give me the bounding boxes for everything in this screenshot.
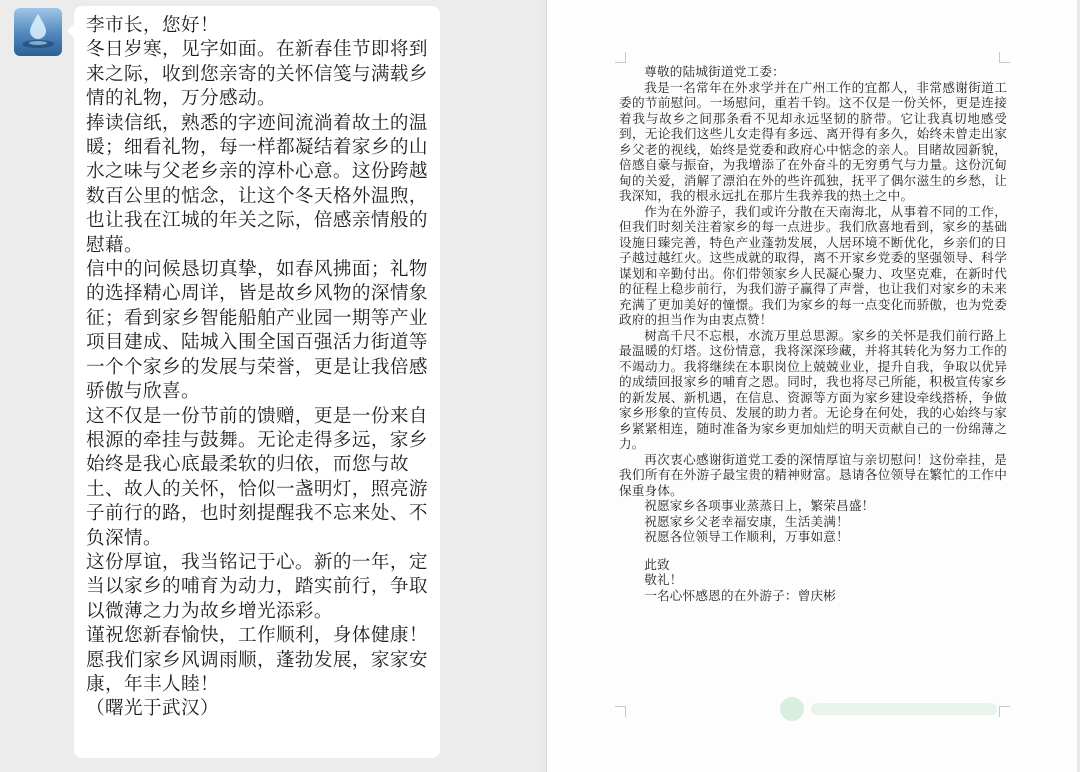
letter-wish: 祝愿各位领导工作顺利，万事如意！ <box>644 529 849 544</box>
letter-closing: 敬礼！ <box>644 572 683 587</box>
letter-signature: 一名心怀感恩的在外游子：曾庆彬 <box>644 587 837 603</box>
page-corner-mark <box>615 706 626 717</box>
message-paragraph: 这份厚谊，我当铭记于心。新的一年，定当以家乡的哺育为动力，踏实前行，争取以微薄之力为故乡增光添彩。 <box>86 551 428 622</box>
message-paragraph: 谨祝您新春愉快，工作顺利，身体健康！愿我们家乡风调雨顺，蓬勃发展，家家安康，年丰人睦！ <box>86 625 428 695</box>
letter-image[interactable] <box>546 0 1077 772</box>
avatar[interactable] <box>14 8 62 56</box>
message-greeting: 李市长，您好！ <box>86 15 219 36</box>
watermark-logo <box>777 694 1007 724</box>
letter-salutation: 尊敬的陆城街道党工委： <box>644 64 785 79</box>
message-paragraph: 冬日岁寒，见字如面。在新春佳节即将到来之际，收到您亲寄的关怀信笺与满载乡情的礼物，万分感动。 <box>86 39 428 110</box>
letter-wish: 祝愿家乡各项事业蒸蒸日上，繁荣昌盛！ <box>644 498 875 513</box>
message-paragraph: 信中的问候恳切真挚，如春风拂面；礼物的选择精心周详，皆是故乡风物的深情象征；看到家乡智能船舶产业园一期等产业项目建成、陆城入围全国百强活力街道等一个个家乡的发展与荣誉，更是让我倍感骄傲与欣喜。 <box>86 259 428 403</box>
letter-paragraph: 树高千尺不忘根，水流万里总思源。家乡的关怀是我们前行路上最温暖的灯塔。这份情意，我将深深珍藏，并将其转化为努力工作的不竭动力。我将继续在本职岗位上兢兢业业，提升自我，争取以优异的成绩回报家乡的哺育之恩。同时，我也将尽己所能，积极宣传家乡的新发展、新机遇，在信息、资源等方面为家乡建设牵线搭桥，争做家乡形象的宣传员、发展的助力者。无论身在何处，我的心始终与家乡紧紧相连，随时准备为家乡更加灿烂的明天贡献自己的一份绵薄之力。 <box>619 327 1007 451</box>
spacer <box>619 545 1007 557</box>
letter-closing: 此致 <box>644 556 670 572</box>
page-corner-mark <box>999 52 1010 63</box>
message-paragraph: 捧读信纸，熟悉的字迹间流淌着故土的温暖；细看礼物，每一样都凝结着家乡的山水之味与父老乡亲的淳朴心意。这份跨越数百公里的惦念，让这个冬天格外温煦，也让我在江城的年关之际，倍感亲情般的慰藉。 <box>86 112 428 256</box>
message-signature: （曙光于武汉） <box>86 698 219 720</box>
letter-paragraph: 再次衷心感谢街道党工委的深情厚谊与亲切慰问！这份牵挂，是我们所有在外游子最宝贵的精神财富。恳请各位领导在繁忙的工作中保重身体。 <box>619 451 1007 498</box>
letter-body <box>619 64 1007 603</box>
message-bubble[interactable] <box>74 6 440 758</box>
letter-paragraph: 作为在外游子，我们或许分散在天南海北，从事着不同的工作，但我们时刻关注着家乡的每一点进步。我们欣喜地看到，家乡的基础设施日臻完善，特色产业蓬勃发展，人居环境不断优化，乡亲们的日子越过越红火。这些成就的取得，离不开家乡党委的坚强领导、科学谋划和辛勤付出。你们带领家乡人民凝心聚力、攻坚克难，在新时代的征程上稳步前行，为我们游子赢得了声誉，也让我们对家乡的未来充满了更加美好的憧憬。我们为家乡的每一点变化而骄傲，也为党委政府的担当作为由衷点赞！ <box>619 203 1007 327</box>
message-paragraph: 这不仅是一份节前的馈赠，更是一份来自根源的牵挂与鼓舞。无论走得多远，家乡始终是我心底最柔软的归依，而您与故土、故人的关怀，恰似一盏明灯，照亮游子前行的路，也时刻提醒我不忘来处、不负深情。 <box>86 405 428 549</box>
letter-paragraph: 我是一名常年在外求学并在广州工作的宜都人，非常感谢街道工委的节前慰问。一场慰问，重若千钧。这不仅是一份关怀，更是连接着我与故乡之间那条看不见却永远坚韧的脐带。它让我真切地感受到，无论我们这些儿女走得有多远、离开得有多久，始终未曾走出家乡父老的视线，始终是党委和政府心中惦念的亲人。目睹故园新貌，倍感自豪与振奋，为我增添了在外奋斗的无穷勇气与力量。这份沉甸甸的关爱，消解了漂泊在外的些许孤独，抚平了偶尔滋生的乡愁，让我深知，我的根永远扎在那片生我养我的热土之中。 <box>619 79 1007 203</box>
letter-wish: 祝愿家乡父老幸福安康，生活美满！ <box>644 513 849 529</box>
water-drop-icon <box>14 8 62 56</box>
page-corner-mark <box>615 52 626 63</box>
